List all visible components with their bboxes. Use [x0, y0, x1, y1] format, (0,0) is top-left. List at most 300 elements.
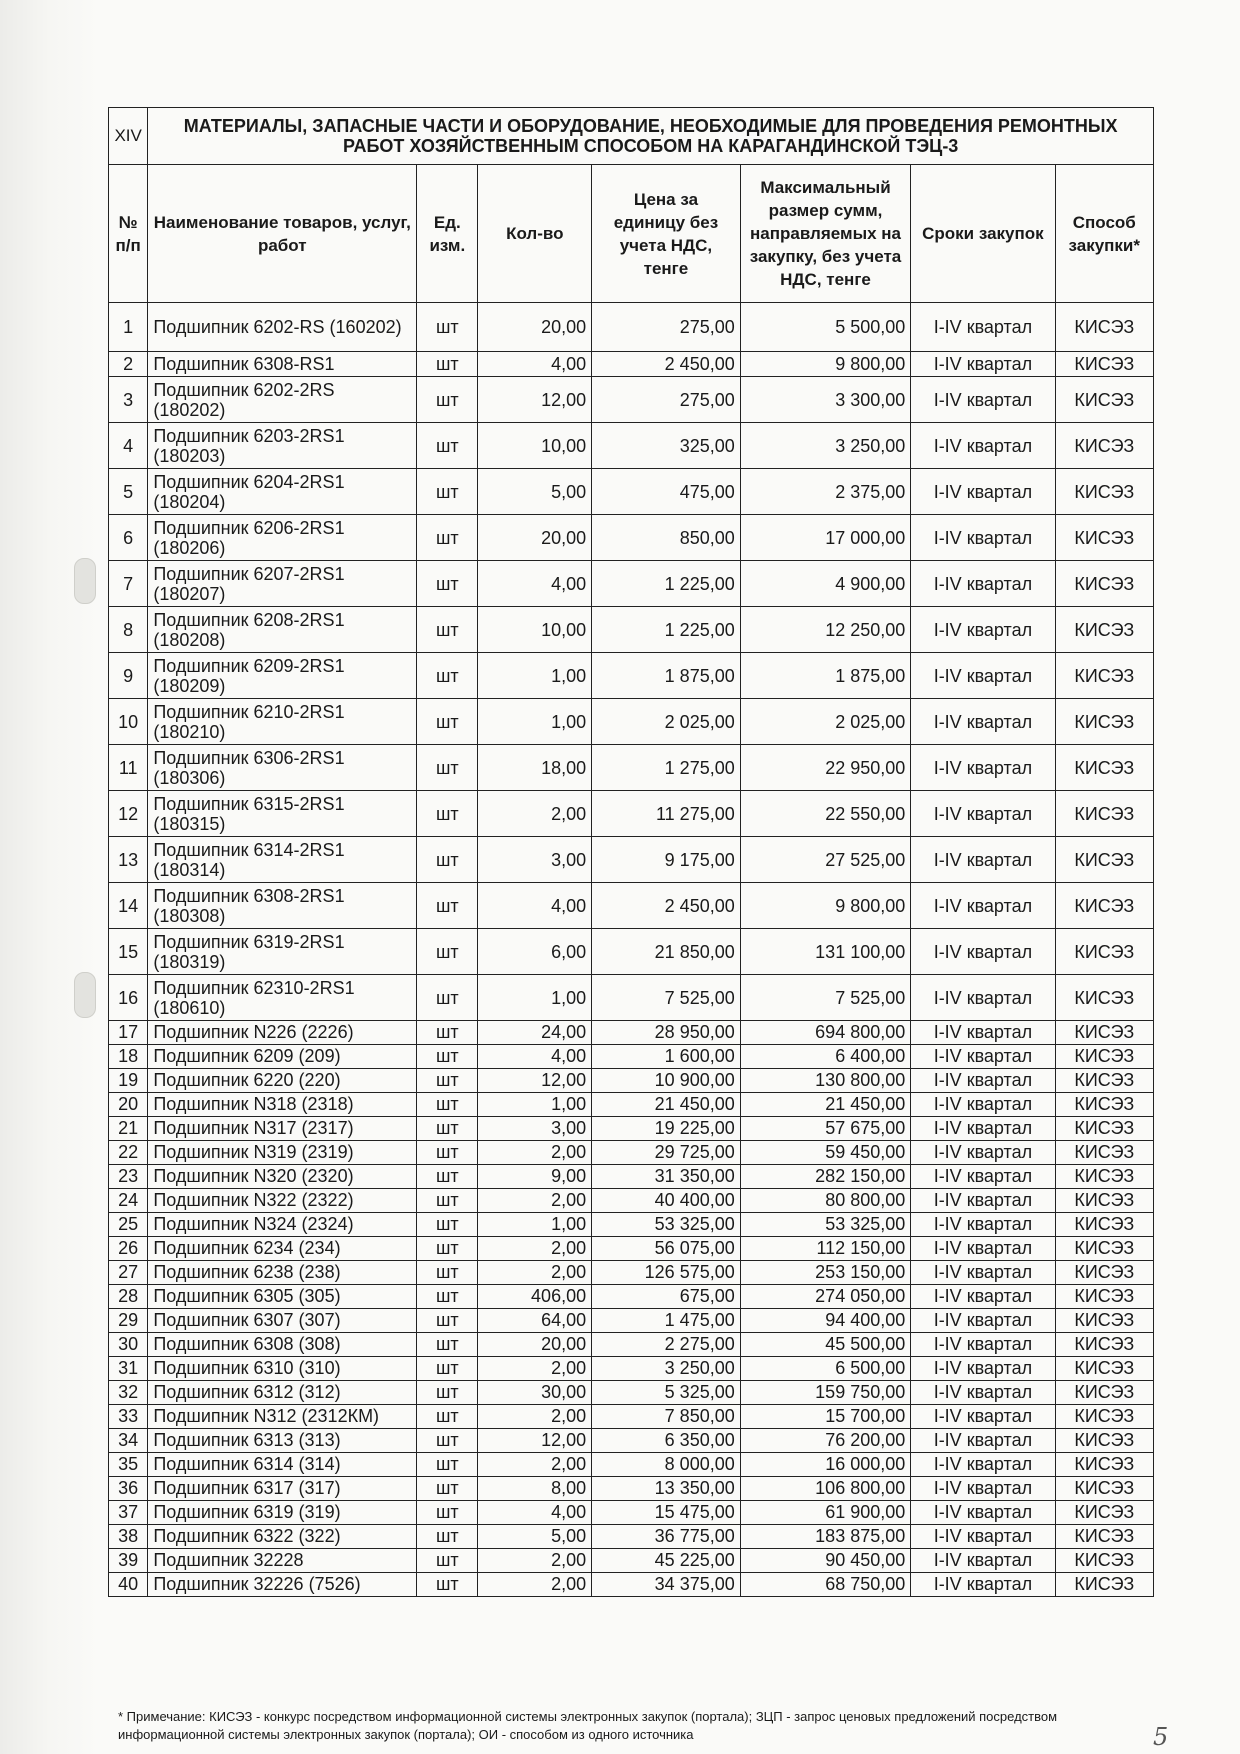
row-method: КИСЭЗ	[1055, 929, 1153, 975]
row-number: 38	[109, 1525, 148, 1549]
row-qty: 2,00	[478, 1549, 592, 1573]
row-price: 34 375,00	[592, 1573, 741, 1597]
row-price: 850,00	[592, 515, 741, 561]
table-row	[109, 1405, 1154, 1429]
row-unit: шт	[417, 607, 478, 653]
col-header-method: Способ закупки*	[1055, 165, 1153, 303]
row-name: Подшипник 6238 (238)	[148, 1261, 417, 1285]
row-method: КИСЭЗ	[1055, 1141, 1153, 1165]
row-number: 8	[109, 607, 148, 653]
row-sum: 106 800,00	[740, 1477, 911, 1501]
row-unit: шт	[417, 1117, 478, 1141]
row-price: 15 475,00	[592, 1501, 741, 1525]
row-sum: 112 150,00	[740, 1237, 911, 1261]
row-price: 7 525,00	[592, 975, 741, 1021]
row-sum: 80 800,00	[740, 1189, 911, 1213]
document-page	[108, 107, 1154, 1597]
row-term: I-IV квартал	[911, 1261, 1055, 1285]
row-term: I-IV квартал	[911, 1237, 1055, 1261]
row-name: Подшипник 6202-RS (160202)	[148, 303, 417, 352]
table-row	[109, 699, 1154, 745]
table-row	[109, 1237, 1154, 1261]
row-term: I-IV квартал	[911, 561, 1055, 607]
row-unit: шт	[417, 1453, 478, 1477]
row-term: I-IV квартал	[911, 469, 1055, 515]
row-price: 5 325,00	[592, 1381, 741, 1405]
table-row	[109, 883, 1154, 929]
row-number: 14	[109, 883, 148, 929]
row-term: I-IV квартал	[911, 653, 1055, 699]
row-method: КИСЭЗ	[1055, 303, 1153, 352]
row-sum: 130 800,00	[740, 1069, 911, 1093]
table-row	[109, 1117, 1154, 1141]
row-method: КИСЭЗ	[1055, 1045, 1153, 1069]
row-qty: 6,00	[478, 929, 592, 975]
row-unit: шт	[417, 1141, 478, 1165]
row-qty: 2,00	[478, 791, 592, 837]
row-term: I-IV квартал	[911, 1333, 1055, 1357]
row-number: 35	[109, 1453, 148, 1477]
row-name: Подшипник 6307 (307)	[148, 1309, 417, 1333]
row-unit: шт	[417, 745, 478, 791]
row-qty: 9,00	[478, 1165, 592, 1189]
row-unit: шт	[417, 1213, 478, 1237]
row-name: Подшипник 6210-2RS1 (180210)	[148, 699, 417, 745]
row-name: Подшипник 6314 (314)	[148, 1453, 417, 1477]
row-method: КИСЭЗ	[1055, 653, 1153, 699]
table-row	[109, 791, 1154, 837]
row-unit: шт	[417, 1285, 478, 1309]
punch-hole	[74, 972, 96, 1018]
row-method: КИСЭЗ	[1055, 975, 1153, 1021]
row-unit: шт	[417, 1021, 478, 1045]
row-term: I-IV квартал	[911, 1381, 1055, 1405]
row-unit: шт	[417, 377, 478, 423]
row-qty: 2,00	[478, 1237, 592, 1261]
table-row	[109, 1141, 1154, 1165]
row-number: 5	[109, 469, 148, 515]
row-sum: 694 800,00	[740, 1021, 911, 1045]
row-unit: шт	[417, 837, 478, 883]
row-unit: шт	[417, 469, 478, 515]
row-price: 1 275,00	[592, 745, 741, 791]
row-term: I-IV квартал	[911, 837, 1055, 883]
row-term: I-IV квартал	[911, 1453, 1055, 1477]
row-qty: 30,00	[478, 1381, 592, 1405]
row-name: Подшипник N322 (2322)	[148, 1189, 417, 1213]
table-row	[109, 352, 1154, 377]
row-qty: 1,00	[478, 1093, 592, 1117]
row-unit: шт	[417, 1045, 478, 1069]
row-price: 28 950,00	[592, 1021, 741, 1045]
row-method: КИСЭЗ	[1055, 1429, 1153, 1453]
table-row	[109, 1573, 1154, 1597]
row-number: 2	[109, 352, 148, 377]
row-price: 56 075,00	[592, 1237, 741, 1261]
row-sum: 27 525,00	[740, 837, 911, 883]
header-row	[109, 165, 1154, 303]
row-term: I-IV квартал	[911, 1117, 1055, 1141]
row-sum: 7 525,00	[740, 975, 911, 1021]
row-term: I-IV квартал	[911, 607, 1055, 653]
row-method: КИСЭЗ	[1055, 1117, 1153, 1141]
row-qty: 24,00	[478, 1021, 592, 1045]
row-number: 37	[109, 1501, 148, 1525]
row-method: КИСЭЗ	[1055, 1237, 1153, 1261]
procurement-table	[108, 107, 1154, 1597]
row-number: 27	[109, 1261, 148, 1285]
row-qty: 20,00	[478, 515, 592, 561]
row-sum: 61 900,00	[740, 1501, 911, 1525]
row-name: Подшипник 62310-2RS1 (180610)	[148, 975, 417, 1021]
row-qty: 406,00	[478, 1285, 592, 1309]
row-number: 18	[109, 1045, 148, 1069]
table-row	[109, 1453, 1154, 1477]
row-number: 31	[109, 1357, 148, 1381]
row-sum: 90 450,00	[740, 1549, 911, 1573]
row-method: КИСЭЗ	[1055, 883, 1153, 929]
row-name: Подшипник 6306-2RS1 (180306)	[148, 745, 417, 791]
row-unit: шт	[417, 1525, 478, 1549]
row-unit: шт	[417, 1381, 478, 1405]
row-sum: 4 900,00	[740, 561, 911, 607]
row-term: I-IV квартал	[911, 1165, 1055, 1189]
row-price: 675,00	[592, 1285, 741, 1309]
row-sum: 159 750,00	[740, 1381, 911, 1405]
row-method: КИСЭЗ	[1055, 1069, 1153, 1093]
row-unit: шт	[417, 1573, 478, 1597]
row-unit: шт	[417, 1261, 478, 1285]
section-number: XIV	[109, 108, 148, 165]
table-row	[109, 1477, 1154, 1501]
row-unit: шт	[417, 352, 478, 377]
table-row	[109, 1021, 1154, 1045]
col-header-unit: Ед. изм.	[417, 165, 478, 303]
row-qty: 4,00	[478, 1501, 592, 1525]
row-price: 275,00	[592, 303, 741, 352]
row-price: 8 000,00	[592, 1453, 741, 1477]
row-number: 22	[109, 1141, 148, 1165]
row-method: КИСЭЗ	[1055, 423, 1153, 469]
row-method: КИСЭЗ	[1055, 1165, 1153, 1189]
row-method: КИСЭЗ	[1055, 745, 1153, 791]
row-name: Подшипник 6312 (312)	[148, 1381, 417, 1405]
row-qty: 4,00	[478, 883, 592, 929]
row-method: КИСЭЗ	[1055, 1357, 1153, 1381]
row-sum: 94 400,00	[740, 1309, 911, 1333]
row-qty: 2,00	[478, 1405, 592, 1429]
row-sum: 22 950,00	[740, 745, 911, 791]
table-row	[109, 515, 1154, 561]
table-row	[109, 1357, 1154, 1381]
row-price: 1 875,00	[592, 653, 741, 699]
row-qty: 12,00	[478, 377, 592, 423]
row-sum: 6 400,00	[740, 1045, 911, 1069]
row-unit: шт	[417, 1189, 478, 1213]
table-row	[109, 837, 1154, 883]
row-name: Подшипник 6308 (308)	[148, 1333, 417, 1357]
row-qty: 2,00	[478, 1573, 592, 1597]
table-row	[109, 929, 1154, 975]
table-row	[109, 745, 1154, 791]
table-row	[109, 561, 1154, 607]
row-unit: шт	[417, 1069, 478, 1093]
row-method: КИСЭЗ	[1055, 1189, 1153, 1213]
row-term: I-IV квартал	[911, 1141, 1055, 1165]
row-sum: 3 250,00	[740, 423, 911, 469]
row-price: 2 025,00	[592, 699, 741, 745]
row-unit: шт	[417, 653, 478, 699]
row-term: I-IV квартал	[911, 515, 1055, 561]
row-unit: шт	[417, 1333, 478, 1357]
row-name: Подшипник 6310 (310)	[148, 1357, 417, 1381]
row-number: 13	[109, 837, 148, 883]
row-price: 21 450,00	[592, 1093, 741, 1117]
row-term: I-IV квартал	[911, 1429, 1055, 1453]
row-method: КИСЭЗ	[1055, 837, 1153, 883]
row-term: I-IV квартал	[911, 929, 1055, 975]
row-number: 23	[109, 1165, 148, 1189]
row-price: 275,00	[592, 377, 741, 423]
row-unit: шт	[417, 1093, 478, 1117]
table-body	[109, 303, 1154, 1597]
row-qty: 20,00	[478, 303, 592, 352]
table-row	[109, 1069, 1154, 1093]
row-sum: 131 100,00	[740, 929, 911, 975]
row-qty: 2,00	[478, 1453, 592, 1477]
row-price: 7 850,00	[592, 1405, 741, 1429]
row-method: КИСЭЗ	[1055, 377, 1153, 423]
row-number: 6	[109, 515, 148, 561]
row-term: I-IV квартал	[911, 1045, 1055, 1069]
row-method: КИСЭЗ	[1055, 791, 1153, 837]
row-price: 2 450,00	[592, 352, 741, 377]
row-number: 32	[109, 1381, 148, 1405]
row-sum: 1 875,00	[740, 653, 911, 699]
row-term: I-IV квартал	[911, 1021, 1055, 1045]
row-price: 29 725,00	[592, 1141, 741, 1165]
row-method: КИСЭЗ	[1055, 1381, 1153, 1405]
row-term: I-IV квартал	[911, 1405, 1055, 1429]
row-sum: 17 000,00	[740, 515, 911, 561]
row-unit: шт	[417, 561, 478, 607]
row-sum: 68 750,00	[740, 1573, 911, 1597]
row-name: Подшипник 6313 (313)	[148, 1429, 417, 1453]
row-qty: 5,00	[478, 1525, 592, 1549]
row-method: КИСЭЗ	[1055, 1453, 1153, 1477]
row-term: I-IV квартал	[911, 1549, 1055, 1573]
row-sum: 274 050,00	[740, 1285, 911, 1309]
row-sum: 253 150,00	[740, 1261, 911, 1285]
scan-margin	[0, 0, 100, 1754]
row-method: КИСЭЗ	[1055, 1333, 1153, 1357]
row-term: I-IV квартал	[911, 1525, 1055, 1549]
row-price: 19 225,00	[592, 1117, 741, 1141]
row-unit: шт	[417, 1237, 478, 1261]
row-term: I-IV квартал	[911, 1573, 1055, 1597]
row-term: I-IV квартал	[911, 1309, 1055, 1333]
row-method: КИСЭЗ	[1055, 469, 1153, 515]
row-term: I-IV квартал	[911, 1285, 1055, 1309]
row-term: I-IV квартал	[911, 791, 1055, 837]
row-unit: шт	[417, 1501, 478, 1525]
row-name: Подшипник 6207-2RS1 (180207)	[148, 561, 417, 607]
row-method: КИСЭЗ	[1055, 1213, 1153, 1237]
table-row	[109, 1093, 1154, 1117]
row-number: 11	[109, 745, 148, 791]
page-number: 5	[1153, 1723, 1169, 1751]
row-name: Подшипник 6305 (305)	[148, 1285, 417, 1309]
row-number: 24	[109, 1189, 148, 1213]
row-name: Подшипник N324 (2324)	[148, 1213, 417, 1237]
row-method: КИСЭЗ	[1055, 1477, 1153, 1501]
row-name: Подшипник 6315-2RS1 (180315)	[148, 791, 417, 837]
row-price: 11 275,00	[592, 791, 741, 837]
row-qty: 3,00	[478, 837, 592, 883]
row-term: I-IV квартал	[911, 377, 1055, 423]
row-price: 2 275,00	[592, 1333, 741, 1357]
row-price: 325,00	[592, 423, 741, 469]
row-price: 1 225,00	[592, 561, 741, 607]
row-price: 45 225,00	[592, 1549, 741, 1573]
table-row	[109, 1501, 1154, 1525]
row-price: 31 350,00	[592, 1165, 741, 1189]
table-row	[109, 1213, 1154, 1237]
row-term: I-IV квартал	[911, 975, 1055, 1021]
row-sum: 3 300,00	[740, 377, 911, 423]
row-qty: 2,00	[478, 1141, 592, 1165]
row-name: Подшипник N318 (2318)	[148, 1093, 417, 1117]
row-term: I-IV квартал	[911, 745, 1055, 791]
row-unit: шт	[417, 1429, 478, 1453]
row-sum: 9 800,00	[740, 352, 911, 377]
row-qty: 20,00	[478, 1333, 592, 1357]
row-number: 21	[109, 1117, 148, 1141]
row-number: 1	[109, 303, 148, 352]
col-header-term: Сроки закупок	[911, 165, 1055, 303]
row-unit: шт	[417, 1309, 478, 1333]
row-qty: 12,00	[478, 1429, 592, 1453]
col-header-price: Цена за единицу без учета НДС, тенге	[592, 165, 741, 303]
row-sum: 183 875,00	[740, 1525, 911, 1549]
row-qty: 1,00	[478, 975, 592, 1021]
row-unit: шт	[417, 1357, 478, 1381]
table-row	[109, 377, 1154, 423]
row-unit: шт	[417, 1549, 478, 1573]
row-price: 40 400,00	[592, 1189, 741, 1213]
row-sum: 59 450,00	[740, 1141, 911, 1165]
table-row	[109, 1045, 1154, 1069]
row-name: Подшипник 6204-2RS1 (180204)	[148, 469, 417, 515]
row-name: Подшипник 6206-2RS1 (180206)	[148, 515, 417, 561]
row-number: 19	[109, 1069, 148, 1093]
row-name: Подшипник 6308-RS1	[148, 352, 417, 377]
row-term: I-IV квартал	[911, 303, 1055, 352]
row-method: КИСЭЗ	[1055, 607, 1153, 653]
row-name: Подшипник N320 (2320)	[148, 1165, 417, 1189]
row-unit: шт	[417, 515, 478, 561]
table-row	[109, 1525, 1154, 1549]
row-number: 34	[109, 1429, 148, 1453]
row-qty: 64,00	[478, 1309, 592, 1333]
row-name: Подшипник 6317 (317)	[148, 1477, 417, 1501]
col-header-name: Наименование товаров, услуг, работ	[148, 165, 417, 303]
row-method: КИСЭЗ	[1055, 352, 1153, 377]
table-row	[109, 1333, 1154, 1357]
row-price: 2 450,00	[592, 883, 741, 929]
row-price: 475,00	[592, 469, 741, 515]
row-term: I-IV квартал	[911, 423, 1055, 469]
row-number: 17	[109, 1021, 148, 1045]
row-number: 10	[109, 699, 148, 745]
row-term: I-IV квартал	[911, 883, 1055, 929]
row-number: 28	[109, 1285, 148, 1309]
row-qty: 4,00	[478, 561, 592, 607]
row-qty: 5,00	[478, 469, 592, 515]
row-sum: 53 325,00	[740, 1213, 911, 1237]
row-sum: 9 800,00	[740, 883, 911, 929]
row-term: I-IV квартал	[911, 1189, 1055, 1213]
row-sum: 16 000,00	[740, 1453, 911, 1477]
row-number: 36	[109, 1477, 148, 1501]
table-row	[109, 1165, 1154, 1189]
row-number: 4	[109, 423, 148, 469]
row-unit: шт	[417, 1405, 478, 1429]
table-row	[109, 1381, 1154, 1405]
row-method: КИСЭЗ	[1055, 561, 1153, 607]
row-number: 33	[109, 1405, 148, 1429]
row-sum: 6 500,00	[740, 1357, 911, 1381]
table-row	[109, 303, 1154, 352]
row-name: Подшипник 6208-2RS1 (180208)	[148, 607, 417, 653]
row-name: Подшипник 32226 (7526)	[148, 1573, 417, 1597]
row-unit: шт	[417, 423, 478, 469]
table-row	[109, 1309, 1154, 1333]
row-qty: 10,00	[478, 607, 592, 653]
row-sum: 21 450,00	[740, 1093, 911, 1117]
row-unit: шт	[417, 791, 478, 837]
row-qty: 2,00	[478, 1189, 592, 1213]
row-sum: 2 025,00	[740, 699, 911, 745]
row-sum: 22 550,00	[740, 791, 911, 837]
row-name: Подшипник 6319 (319)	[148, 1501, 417, 1525]
row-name: Подшипник 6209-2RS1 (180209)	[148, 653, 417, 699]
row-qty: 4,00	[478, 352, 592, 377]
row-number: 7	[109, 561, 148, 607]
row-method: КИСЭЗ	[1055, 1261, 1153, 1285]
row-qty: 3,00	[478, 1117, 592, 1141]
row-term: I-IV квартал	[911, 1501, 1055, 1525]
row-qty: 1,00	[478, 699, 592, 745]
row-price: 1 600,00	[592, 1045, 741, 1069]
row-price: 13 350,00	[592, 1477, 741, 1501]
row-term: I-IV квартал	[911, 1213, 1055, 1237]
row-qty: 8,00	[478, 1477, 592, 1501]
row-term: I-IV квартал	[911, 1093, 1055, 1117]
col-header-sum: Максимальный размер сумм, направляемых на закупку, без учета НДС, тенге	[740, 165, 911, 303]
row-number: 9	[109, 653, 148, 699]
row-qty: 12,00	[478, 1069, 592, 1093]
row-method: КИСЭЗ	[1055, 1549, 1153, 1573]
row-qty: 4,00	[478, 1045, 592, 1069]
row-number: 29	[109, 1309, 148, 1333]
row-unit: шт	[417, 1477, 478, 1501]
row-unit: шт	[417, 303, 478, 352]
row-name: Подшипник 32228	[148, 1549, 417, 1573]
row-unit: шт	[417, 883, 478, 929]
row-qty: 2,00	[478, 1261, 592, 1285]
row-name: Подшипник 6322 (322)	[148, 1525, 417, 1549]
